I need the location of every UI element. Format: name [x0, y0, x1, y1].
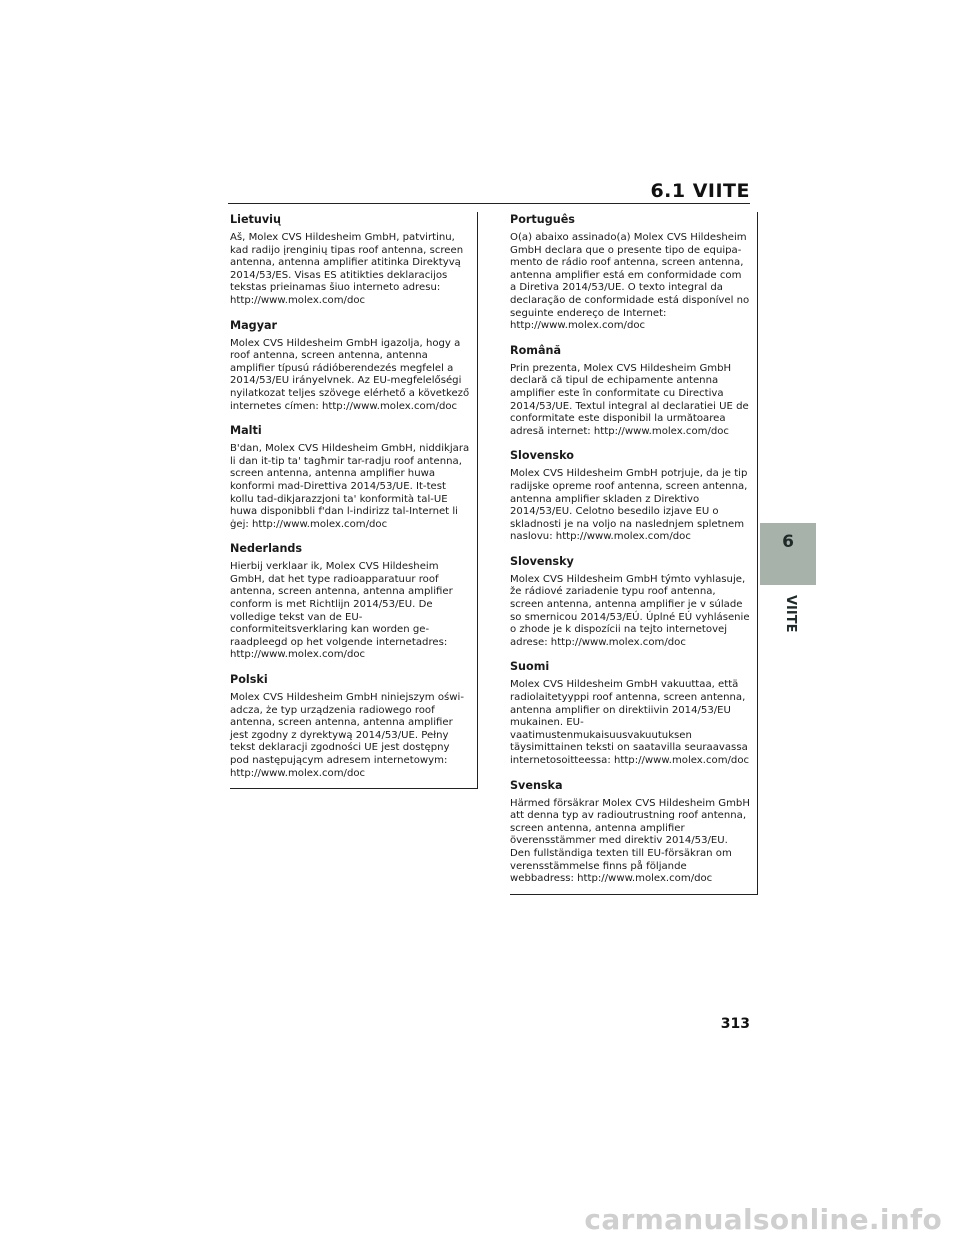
language-heading: Português [510, 213, 575, 226]
language-heading: Polski [230, 673, 268, 687]
declaration-text: Hierbij verklaar ik, Molex CVS Hildesheim GmbH, dat het type radioapparatuur roof antenna, screen antenna, antenna amplifier conform is met Richtlijn 2014/53/EU. De volledige tekst van de EU-conformiteitsverklaring kan worden geraadpleegd op het volgende internetadres: http://www.molex.com/doc [230, 561, 453, 661]
language-heading: Suomi [510, 660, 550, 674]
section-romana [510, 343, 750, 439]
section-title: 6.1 VIITE [650, 180, 750, 202]
header-divider [228, 203, 750, 204]
declaration-text: O(a) abaixo assinado(a) Molex CVS Hildesheim GmbH declara que o presente tipo de equipamento de rádio roof antenna, screen antenna, antenna amplifier está em conformidade com a Diretiva 2014/53/UE. O texto integral da declaração de conformidade está disponível no seguinte endereço de Internet: http://www.molex.com/doc [510, 232, 750, 332]
section-portugues [510, 212, 750, 333]
section-slovensko [510, 448, 750, 544]
language-heading: Lietuvių [230, 213, 281, 226]
section-nederlands [230, 541, 470, 662]
declaration-text: Molex CVS Hildesheim GmbH potrjuje, da je tip radijske opreme roof antenna, screen antenna, antenna amplifier skladen z Direktivo 2014/53/EU. Celotno besedilo izjave EU o skladnosti je na voljo na naslednjem spletnem naslovu: http://www.molex.com/doc [510, 468, 748, 543]
language-heading: Română [510, 343, 562, 357]
right-column [510, 212, 758, 895]
language-heading: Slovensky [510, 554, 574, 568]
declaration-text: Molex CVS Hildesheim GmbH vakuuttaa, että radiolaitetyyppi roof antenna, screen antenna, antenna amplifier on direktiivin 2014/53/EU mukainen. EU-vaatimustenmukaisuusvakuutuksen täysimittainen teksti on saatavilla seuraavassa internetosoitteessa: http://www.molex.com/doc [510, 679, 750, 766]
declaration-text: Molex CVS Hildesheim GmbH niniejszym oświadcza, że typ urządzenia radiowego roof antenna, screen antenna, antenna amplifier jest zgodny z dyrektywą 2014/53/UE. Pełny tekst deklaracji zgodności UE jest dostępny pod następującym adresem internetowym: http://www.molex.com/doc [230, 692, 464, 779]
section-slovensky [510, 554, 750, 650]
language-heading: Slovensko [510, 449, 574, 463]
language-heading: Magyar [230, 318, 278, 332]
section-polski [230, 672, 470, 780]
section-lietuviu [230, 212, 470, 308]
watermark-text: carmanualsonline.info [584, 1203, 942, 1236]
section-suomi [510, 659, 750, 767]
declaration-text: B'dan, Molex CVS Hildesheim GmbH, niddikjara li dan it-tip ta' tagħmir tar-radju roof antenna, screen antenna, antenna amplifier huwa konformi mad-Direttiva 2014/53/UE. It-test kollu tad-dikjarazzjoni ta' konformità tal-UE huwa disponibbli f'dan l-indirizz tal-Internet li ġej: http://www.molex.com/doc [230, 443, 470, 530]
section-magyar [230, 318, 470, 414]
chapter-label: VIITE [783, 595, 798, 633]
language-heading: Nederlands [230, 542, 303, 556]
declaration-text: Aš, Molex CVS Hildesheim GmbH, patvirtinu, kad radijo įrenginių tipas roof antenna, screen antenna, antenna amplifier atitinka Direktyvą 2014/53/ES. Visas ES atitikties deklaracijos tekstas prieinamas šiuo interneto adresu: http://www.molex.com/doc [230, 232, 464, 306]
declaration-text: Molex CVS Hildesheim GmbH týmto vyhlasuje, že rádiové zariadenie typu roof antenna, screen antenna, antenna amplifier je v súlade so smernicou 2014/53/EÚ. Úplné EÚ vyhlásenie o zhode je k dispozícii na tejto internetovej adrese: http://www.molex.com/doc [510, 573, 750, 648]
declaration-text: Molex CVS Hildesheim GmbH igazolja, hogy a roof antenna, screen antenna, antenna amplifier típusú rádióberendezés megfelel a 2014/53/EU irányelvnek. Az EU-megfelelőségi nyilatkozat teljes szövege elérhető a következő internetes címen: http://www.molex.com/doc [230, 337, 470, 412]
declaration-text: Prin prezenta, Molex CVS Hildesheim GmbH declară că tipul de echipamente antenna amplifier este în conformitate cu Directiva 2014/53/UE. Textul integral al declaratiei UE de conformitate este disponibil la următoarea adresă internet: http://www.molex.com/doc [510, 362, 749, 437]
language-heading: Svenska [510, 778, 563, 792]
chapter-number: 6 [782, 532, 794, 552]
section-malti [230, 423, 470, 531]
declaration-text: Härmed försäkrar Molex CVS Hildesheim GmbH att denna typ av radioutrustning roof antenna, screen antenna, antenna amplifier överensstämmer med direktiv 2014/53/EU. Den fullständiga texten till EU-försäkran om verensstämmelse finns på följande webbadress: http://www.molex.com/doc [510, 797, 750, 885]
left-column [230, 212, 478, 789]
section-svenska [510, 778, 750, 886]
language-heading: Malti [230, 424, 262, 438]
page-number: 313 [720, 1016, 750, 1032]
